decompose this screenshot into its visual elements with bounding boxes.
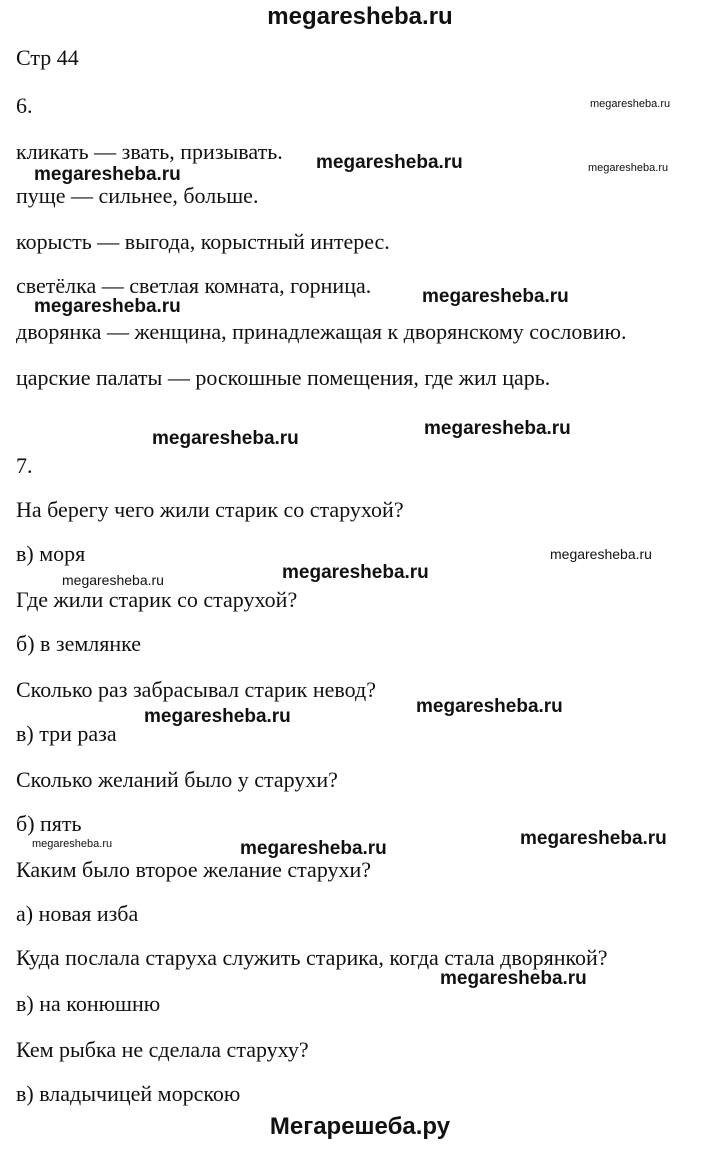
watermark: megaresheba.ru [316, 152, 463, 173]
watermark: megaresheba.ru [590, 98, 671, 110]
site-footer: Мегарешеба.ру [269, 1113, 451, 1140]
question-line: Каким было второе желание старухи? [16, 857, 372, 882]
watermark: megaresheba.ru [440, 968, 587, 989]
question-line: Где жили старик со старухой? [16, 587, 298, 612]
answer-line: в) три раза [16, 721, 117, 746]
watermark: megaresheba.ru [520, 828, 667, 849]
answer-line: в) моря [16, 541, 86, 566]
answer-line: б) в землянке [16, 631, 142, 656]
question-line: На берегу чего жили старик со старухой? [16, 497, 404, 522]
watermark: megaresheba.ru [588, 162, 669, 174]
watermark: megaresheba.ru [424, 418, 571, 439]
question-line: Кем рыбка не сделала старуху? [16, 1037, 309, 1062]
watermark: megaresheba.ru [416, 696, 563, 717]
answer-line: в) на конюшню [16, 991, 161, 1016]
watermark: megaresheba.ru [240, 838, 387, 859]
watermark: megaresheba.ru [32, 838, 113, 850]
watermark: megaresheba.ru [62, 572, 164, 588]
question-line: Куда послала старуха служить старика, когда стала дворянкой? [16, 945, 608, 970]
task-7-number: 7. [16, 453, 33, 478]
site-header: megaresheba.ru [267, 3, 453, 30]
answer-line: б) пять [16, 811, 82, 836]
definition-line: корысть — выгода, корыстный интерес. [16, 229, 390, 254]
page-label: Стр 44 [16, 45, 79, 70]
definition-line: царские палаты — роскошные помещения, где жил царь. [16, 365, 551, 390]
watermark: megaresheba.ru [34, 164, 181, 185]
watermark: megaresheba.ru [282, 562, 429, 583]
answer-line: в) владычицей морскою [16, 1081, 241, 1106]
watermark: megaresheba.ru [422, 286, 569, 307]
question-line: Сколько желаний было у старухи? [16, 767, 338, 792]
task-6-number: 6. [16, 93, 33, 118]
definition-line: кликать — звать, призывать. [16, 139, 283, 164]
answer-line: а) новая изба [16, 901, 139, 926]
definition-line: пуще — сильнее, больше. [16, 183, 259, 208]
watermark: megaresheba.ru [152, 428, 299, 449]
definition-line: светёлка — светлая комната, горница. [16, 273, 372, 298]
watermark: megaresheba.ru [144, 706, 291, 727]
definition-line: дворянка — женщина, принадлежащая к дворянскому сословию. [16, 319, 627, 344]
watermark: megaresheba.ru [34, 296, 181, 317]
watermark: megaresheba.ru [550, 546, 652, 562]
question-line: Сколько раз забрасывал старик невод? [16, 677, 376, 702]
